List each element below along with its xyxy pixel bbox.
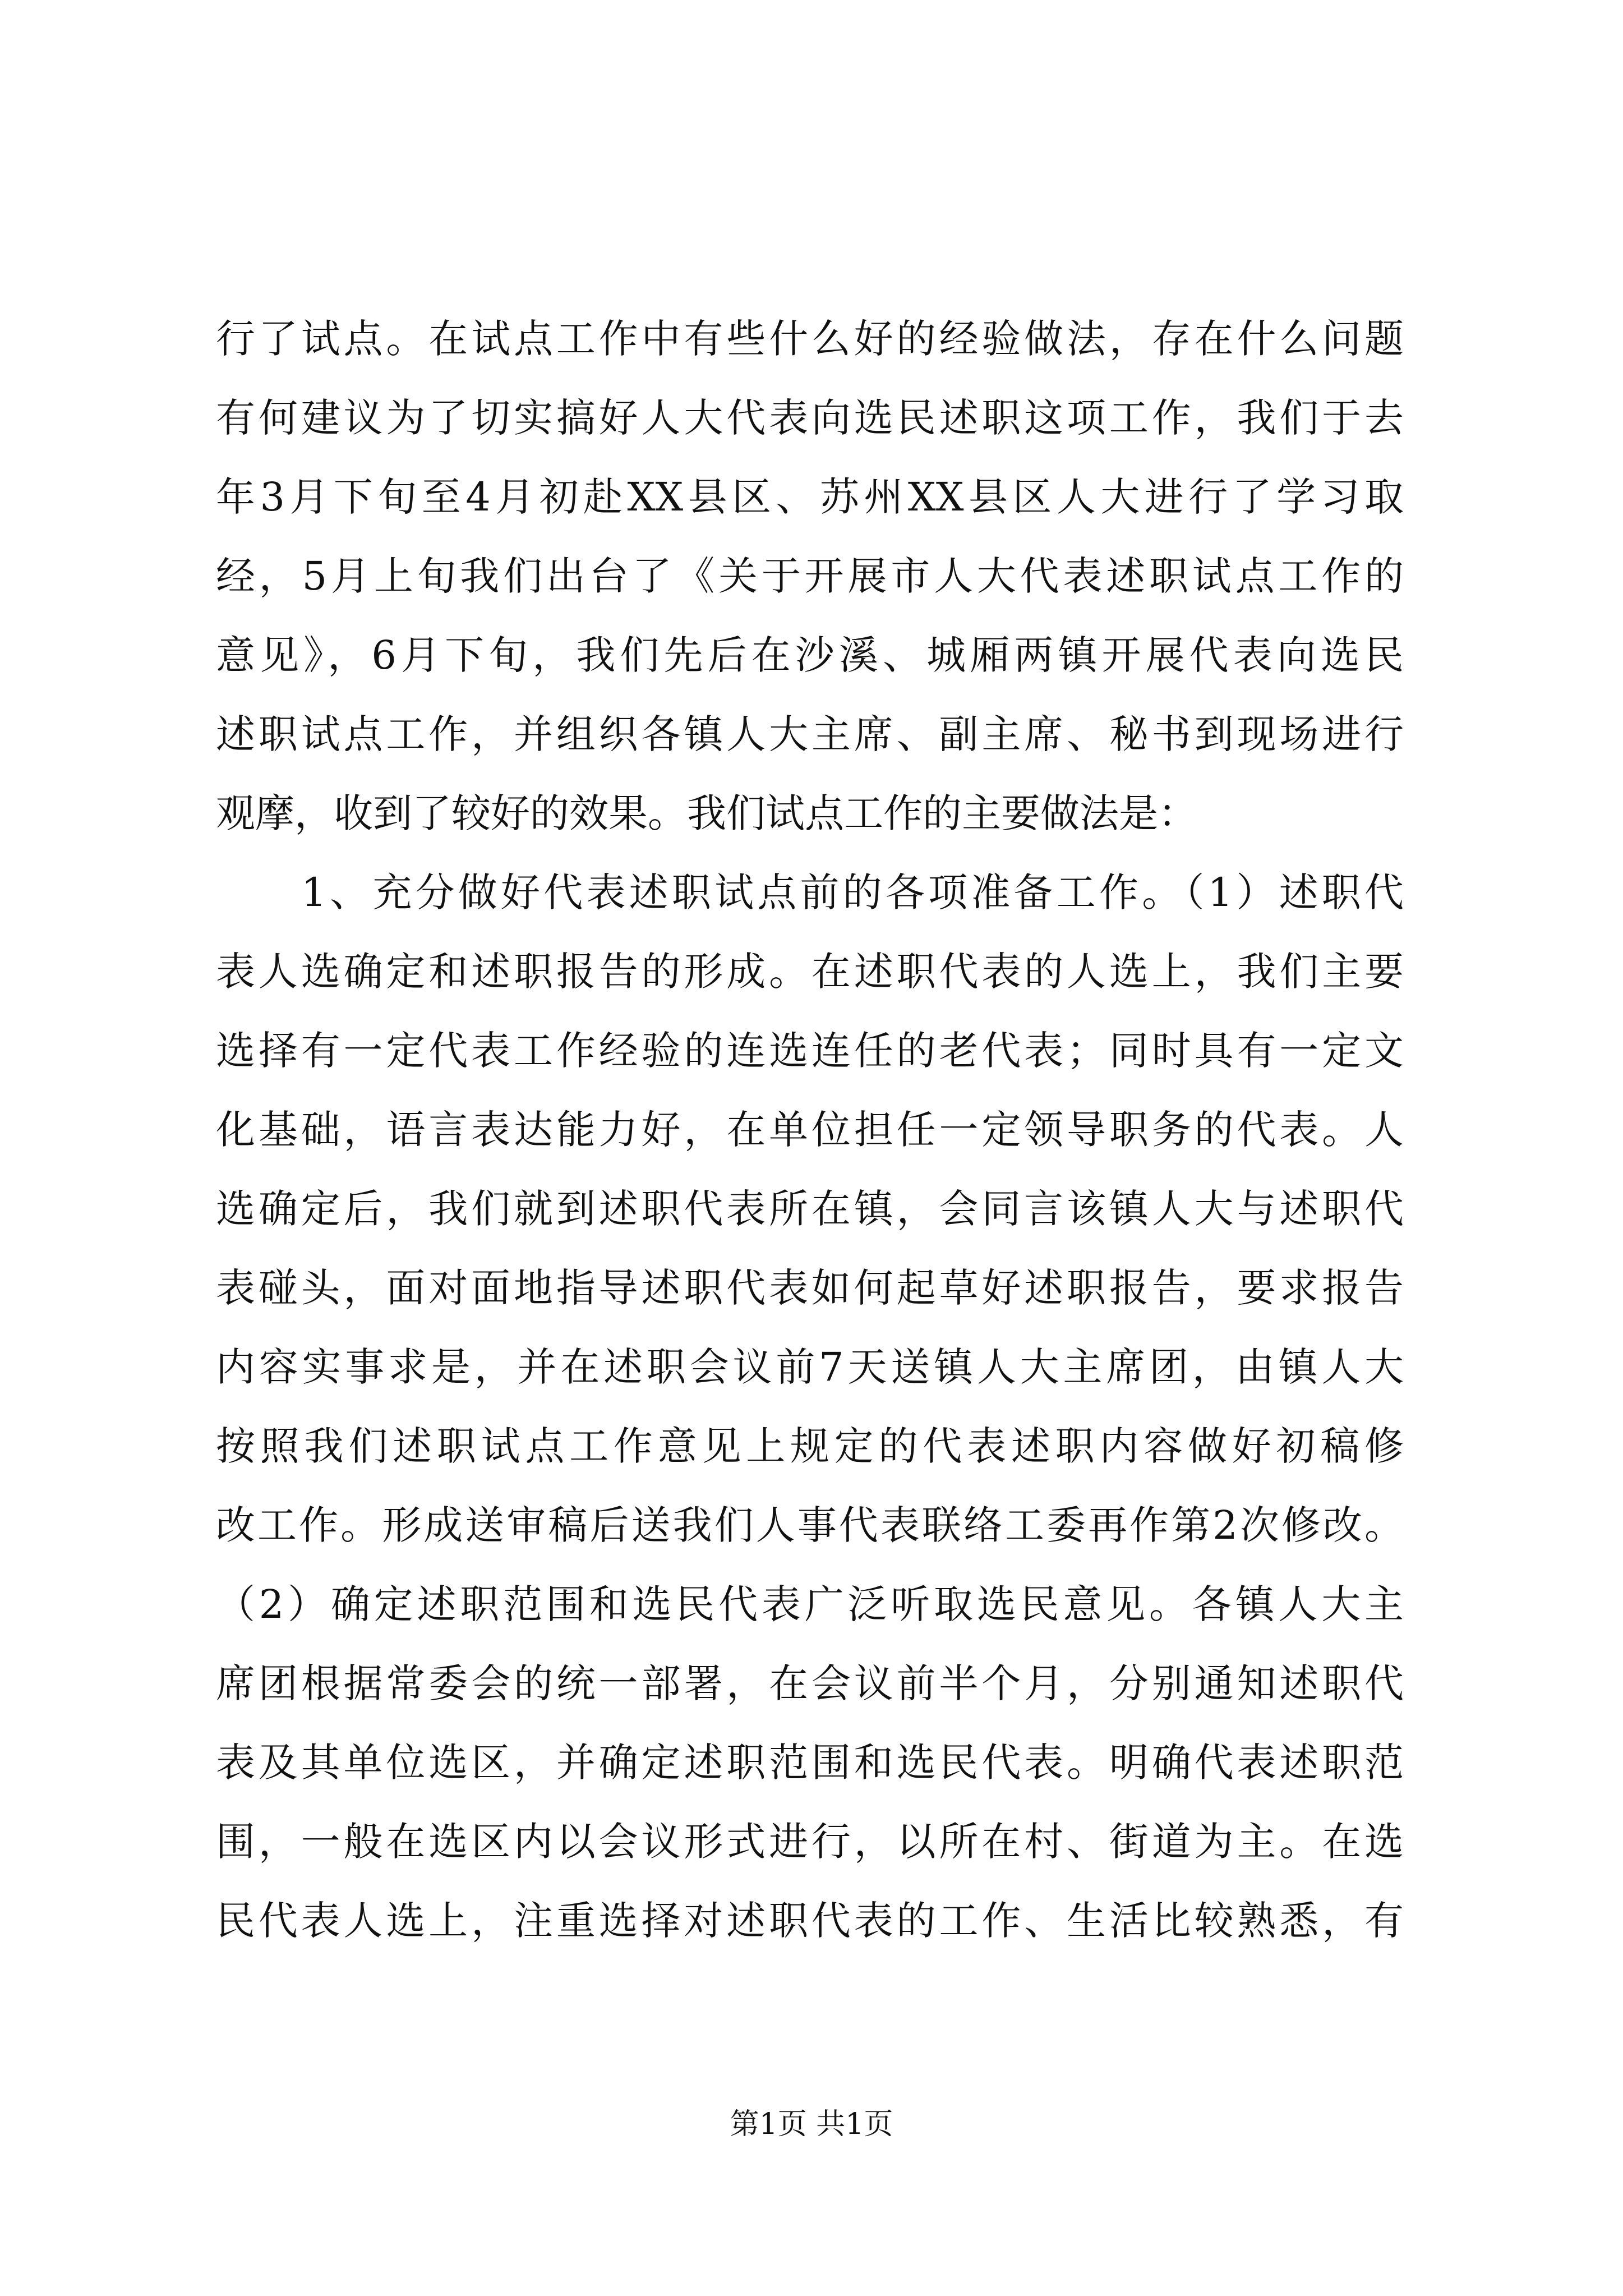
text-line: （2）确定述职范围和选民代表广泛听取选民意见。各镇人大主 — [216, 1581, 1404, 1627]
text-line: 有何建议为了切实搞好人大代表向选民述职这项工作，我们于去 — [216, 395, 1404, 441]
text-line: 述职试点工作，并组织各镇人大主席、副主席、秘书到现场进行 — [216, 711, 1404, 757]
text-line: 围，一般在选区内以会议形式进行，以所在村、街道为主。在选 — [216, 1819, 1404, 1865]
text-line: 选确定后，我们就到述职代表所在镇，会同言该镇人大与述职代 — [216, 1186, 1404, 1232]
page-footer — [0, 2105, 1623, 2144]
text-line: 民代表人选上，注重选择对述职代表的工作、生活比较熟悉，有 — [216, 1898, 1404, 1944]
text-line: 改工作。形成送审稿后送我们人事代表联络工委再作第2次修改。 — [216, 1502, 1404, 1548]
text-line: 表人选确定和述职报告的形成。在述职代表的人选上，我们主要 — [216, 949, 1404, 995]
text-line: 席团根据常委会的统一部署，在会议前半个月，分别通知述职代 — [216, 1660, 1404, 1706]
page-number: 第1页 共1页 — [730, 2108, 893, 2141]
text-line: 意见》，6月下旬，我们先后在沙溪、城厢两镇开展代表向选民 — [216, 632, 1404, 678]
text-line: 按照我们述职试点工作意见上规定的代表述职内容做好初稿修 — [216, 1423, 1404, 1469]
text-line: 化基础，语言表达能力好，在单位担任一定领导职务的代表。人 — [216, 1107, 1404, 1153]
text-line: 1、充分做好代表述职试点前的各项准备工作。（1）述职代 — [216, 869, 1404, 915]
text-line: 行了试点。在试点工作中有些什么好的经验做法，存在什么问题 — [216, 316, 1404, 362]
text-line: 表碰头，面对面地指导述职代表如何起草好述职报告，要求报告 — [216, 1265, 1404, 1311]
text-line: 表及其单位选区，并确定述职范围和选民代表。明确代表述职范 — [216, 1740, 1404, 1786]
text-line: 年3月下旬至4月初赴XX县区、苏州XX县区人大进行了学习取 — [216, 474, 1404, 520]
text-line: 经，5月上旬我们出台了《关于开展市人大代表述职试点工作的 — [216, 553, 1404, 599]
text-line: 观摩，收到了较好的效果。我们试点工作的主要做法是： — [216, 790, 1197, 836]
body-text — [216, 300, 1404, 1961]
text-line: 内容实事求是，并在述职会议前7天送镇人大主席团，由镇人大 — [216, 1344, 1404, 1390]
text-line: 选择有一定代表工作经验的连选连任的老代表；同时具有一定文 — [216, 1028, 1404, 1074]
